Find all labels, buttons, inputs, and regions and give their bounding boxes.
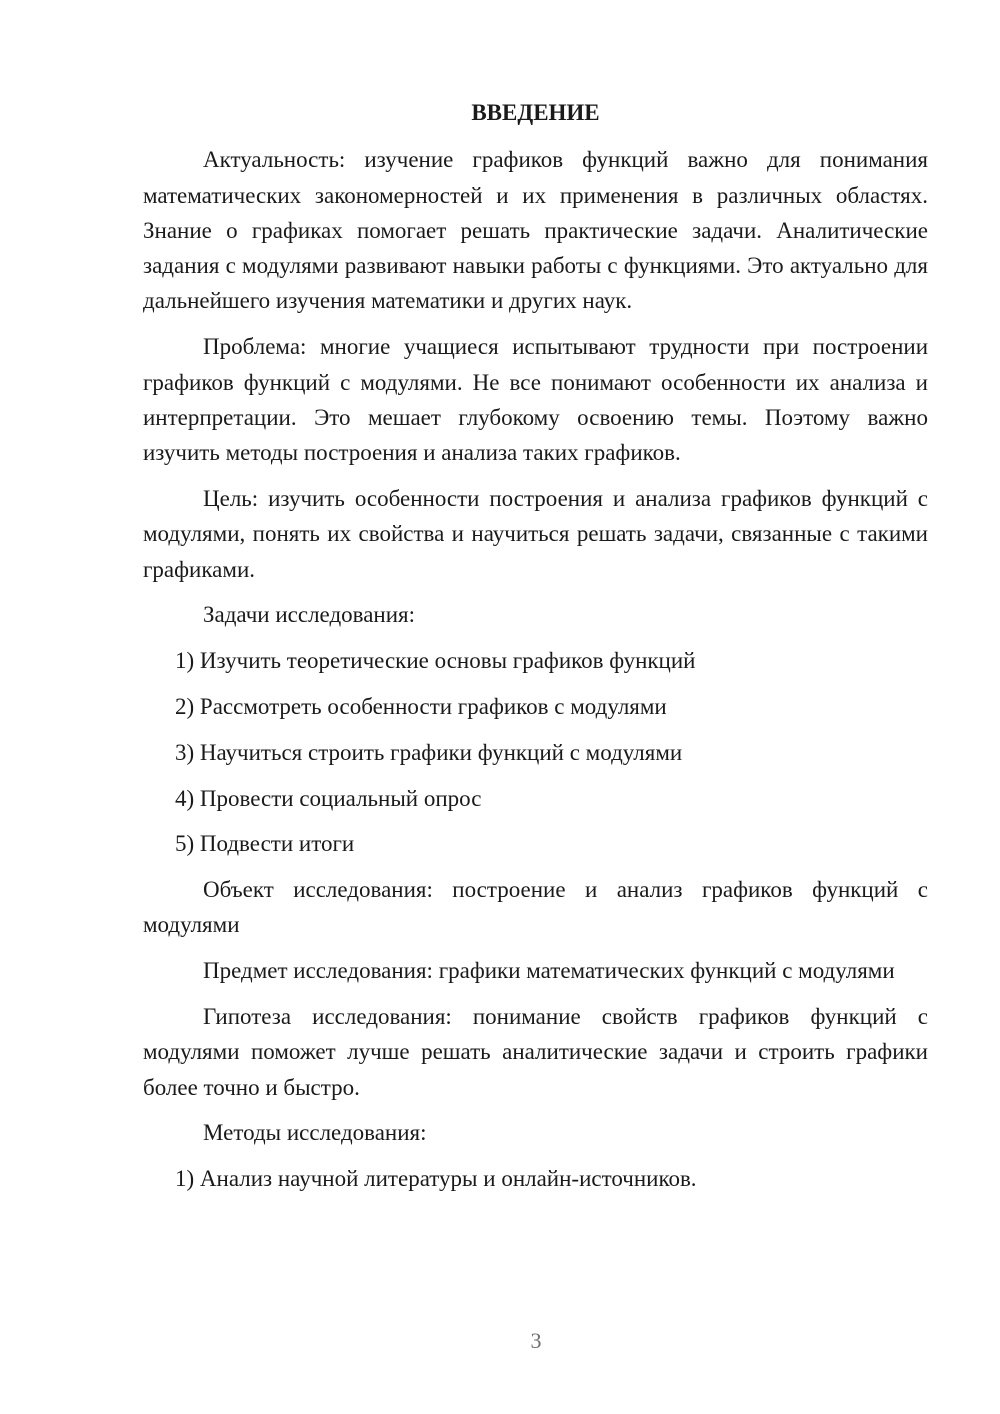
hypothesis-paragraph: Гипотеза исследования: понимание свойств графиков функций с модулями поможет лучше решать аналитические задачи и строить графики более точно и быстро.	[143, 1004, 928, 1100]
page-content	[143, 95, 928, 1207]
tasks-label: Задачи исследования:	[203, 602, 416, 628]
method-item: 1) Анализ научной литературы и онлайн-источников.	[175, 1166, 697, 1192]
section-heading: ВВЕДЕНИЕ	[471, 100, 600, 125]
task-item: 2) Рассмотреть особенности графиков с модулями	[175, 693, 667, 719]
task-item: 4) Провести социальный опрос	[175, 785, 482, 811]
task-item: 5) Подвести итоги	[175, 831, 355, 857]
task-item: 1) Изучить теоретические основы графиков функций	[175, 648, 696, 674]
goal-paragraph: Цель: изучить особенности построения и анализа графиков функций с модулями, понять их свойства и научиться решать задачи, связанные с такими графиками.	[143, 485, 928, 582]
object-paragraph: Объект исследования: построение и анализ графиков функций с модулями	[143, 877, 928, 938]
relevance-paragraph: Актуальность: изучение графиков функций важно для понимания математических закономерностей и их применения в различных областях. Знание о графиках помогает решать практические задачи. Аналитические задания с модулями развивают навыки работы с функциями. Это актуально для дальнейшего изучения математики и других наук.	[143, 147, 928, 314]
task-item: 3) Научиться строить графики функций с модулями	[175, 739, 683, 765]
methods-label: Методы исследования:	[203, 1120, 427, 1146]
page-number: 3	[530, 1328, 542, 1353]
problem-paragraph: Проблема: многие учащиеся испытывают трудности при построении графиков функций с модулями. Не все понимают особенности их анализа и интерпретации. Это мешает глубокому освоению темы. Поэтому важно изучить методы построения и анализа таких графиков.	[143, 334, 928, 466]
subject-paragraph: Предмет исследования: графики математических функций с модулями	[203, 958, 895, 984]
